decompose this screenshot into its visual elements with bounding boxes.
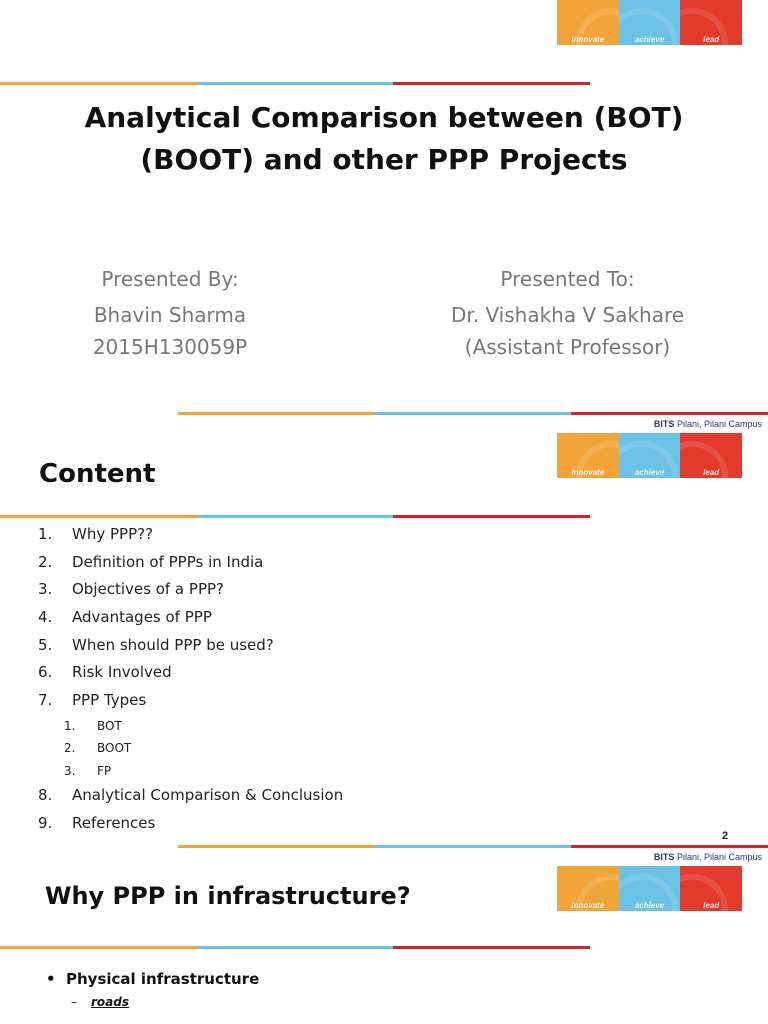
sub-bullet-item: – roads xyxy=(71,995,129,1009)
slide-contents xyxy=(0,433,768,866)
brand-banner xyxy=(557,866,742,911)
footer-divider xyxy=(178,845,768,848)
footer-org: BITS xyxy=(653,852,675,862)
footer-campus: Pilani, Pilani Campus xyxy=(676,419,762,429)
bullet-list xyxy=(46,970,259,1009)
list-item: 9. References xyxy=(38,814,156,832)
brand-segment-innovate xyxy=(557,866,619,911)
list-item: 7. PPP Types xyxy=(38,691,147,710)
brand-segment-achieve xyxy=(619,0,681,45)
slide-heading: Why PPP in infrastructure? xyxy=(45,882,411,910)
list-item: 3. Objectives of a PPP? xyxy=(38,580,224,599)
header-divider xyxy=(0,515,590,518)
brand-segment-lead xyxy=(680,866,742,911)
list-item: 2. Definition of PPPs in India xyxy=(38,552,264,571)
brand-word: achieve xyxy=(634,468,665,477)
header-divider xyxy=(0,82,590,85)
list-item: 4. Advantages of PPP xyxy=(38,608,212,627)
title-line: Analytical Comparison between (BOT) xyxy=(84,101,684,134)
bullet-item: • Physical infrastructure xyxy=(46,970,260,988)
presenter-name: Bhavin Sharma xyxy=(93,303,247,327)
footer-divider xyxy=(178,412,768,415)
footer-campus-label xyxy=(654,419,762,429)
slide-number: 2 xyxy=(722,830,729,842)
footer-org: BITS xyxy=(653,419,675,429)
list-item: 6. Risk Involved xyxy=(38,663,172,682)
brand-word: innovate xyxy=(571,35,605,44)
sub-list-item: 1. BOT xyxy=(64,718,122,733)
brand-segment-lead xyxy=(680,433,742,478)
presented-by xyxy=(60,263,280,363)
slide-title xyxy=(0,0,768,433)
presented-to-label: Presented To: xyxy=(500,267,635,291)
list-item: 8. Analytical Comparison & Conclusion xyxy=(38,786,344,805)
brand-word: lead xyxy=(703,901,720,910)
advisor-role: (Assistant Professor) xyxy=(464,335,671,359)
brand-banner xyxy=(557,0,742,45)
brand-segment-innovate xyxy=(557,0,619,45)
slide-heading: Content xyxy=(39,459,156,489)
presenter-id: 2015H130059P xyxy=(92,335,248,359)
brand-word: achieve xyxy=(634,901,665,910)
brand-word: lead xyxy=(703,468,720,477)
brand-segment-achieve xyxy=(619,433,681,478)
list-item: 1. Why PPP?? xyxy=(38,525,154,543)
slide-why-ppp xyxy=(0,866,768,1024)
brand-segment-achieve xyxy=(619,866,681,911)
advisor-name: Dr. Vishakha V Sakhare xyxy=(450,303,685,327)
presentation-title xyxy=(0,97,768,181)
contents-list xyxy=(38,521,343,838)
sub-list-item: 3. FP xyxy=(64,763,112,778)
brand-word: innovate xyxy=(571,468,605,477)
footer-campus-label xyxy=(654,852,762,862)
footer-campus: Pilani, Pilani Campus xyxy=(676,852,762,862)
presented-by-label: Presented By: xyxy=(101,267,239,291)
brand-word: achieve xyxy=(634,35,665,44)
brand-segment-innovate xyxy=(557,433,619,478)
brand-word: innovate xyxy=(571,901,605,910)
brand-word: lead xyxy=(703,35,720,44)
brand-segment-lead xyxy=(680,0,742,45)
presented-to xyxy=(420,263,715,363)
list-item: 5. When should PPP be used? xyxy=(38,635,274,654)
header-divider xyxy=(0,946,590,949)
sub-list-item: 2. BOOT xyxy=(64,741,132,756)
title-line: (BOOT) and other PPP Projects xyxy=(140,143,628,176)
brand-banner xyxy=(557,433,742,478)
